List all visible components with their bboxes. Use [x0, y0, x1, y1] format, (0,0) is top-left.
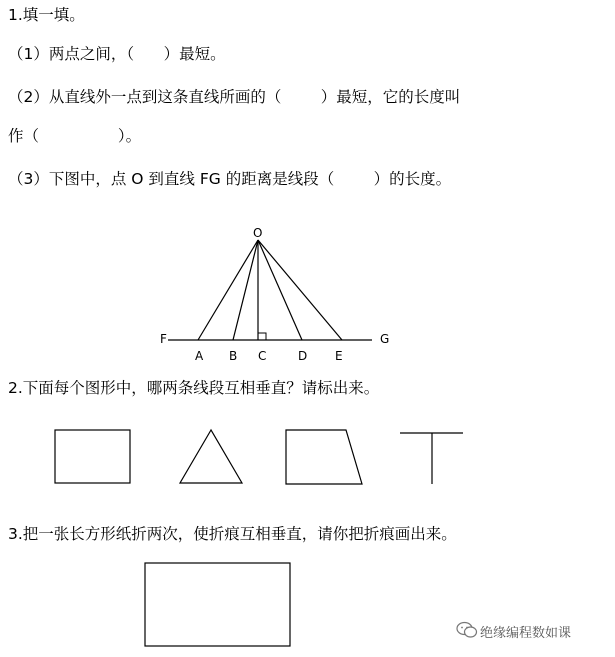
question-1-1: （1）两点之间，（ ）最短。: [8, 45, 226, 63]
segment-od: [258, 240, 302, 340]
label-d: D: [298, 349, 308, 363]
question-1-2-line2: 作（ ）。: [8, 127, 142, 145]
label-g: G: [380, 332, 390, 346]
label-c: C: [258, 349, 267, 363]
label-b: B: [229, 349, 238, 363]
right-trapezoid-shape: [286, 430, 362, 484]
watermark-text: 绝缘编程数如课: [480, 626, 572, 641]
distance-figure: [160, 226, 389, 363]
section2-heading: 2.下面每个图形中，哪两条线段互相垂直？请标出来。: [8, 379, 380, 397]
label-a: A: [195, 349, 204, 363]
rectangle-shape: [55, 430, 130, 483]
wechat-icon: [456, 621, 478, 639]
label-e: E: [335, 349, 343, 363]
section3-heading: 3.把一张长方形纸折两次，使折痕互相垂直，请你把折痕画出来。: [8, 525, 457, 543]
paper-rectangle: [145, 563, 290, 646]
triangle-shape: [180, 430, 242, 483]
segment-oa: [198, 240, 258, 340]
question-1-2-line1: （2）从直线外一点到这条直线所画的（ ）最短，它的长度叫: [8, 88, 461, 106]
segment-oe: [258, 240, 342, 340]
question-1-3: （3）下图中，点 O 到直线 FG 的距离是线段（ ）的长度。: [8, 170, 452, 188]
label-o: O: [253, 226, 263, 240]
label-f: F: [160, 332, 167, 346]
shapes-row: [55, 430, 463, 484]
right-angle-mark: [258, 333, 266, 340]
segment-ob: [233, 240, 258, 340]
section1-heading: 1.填一填。: [8, 6, 85, 24]
